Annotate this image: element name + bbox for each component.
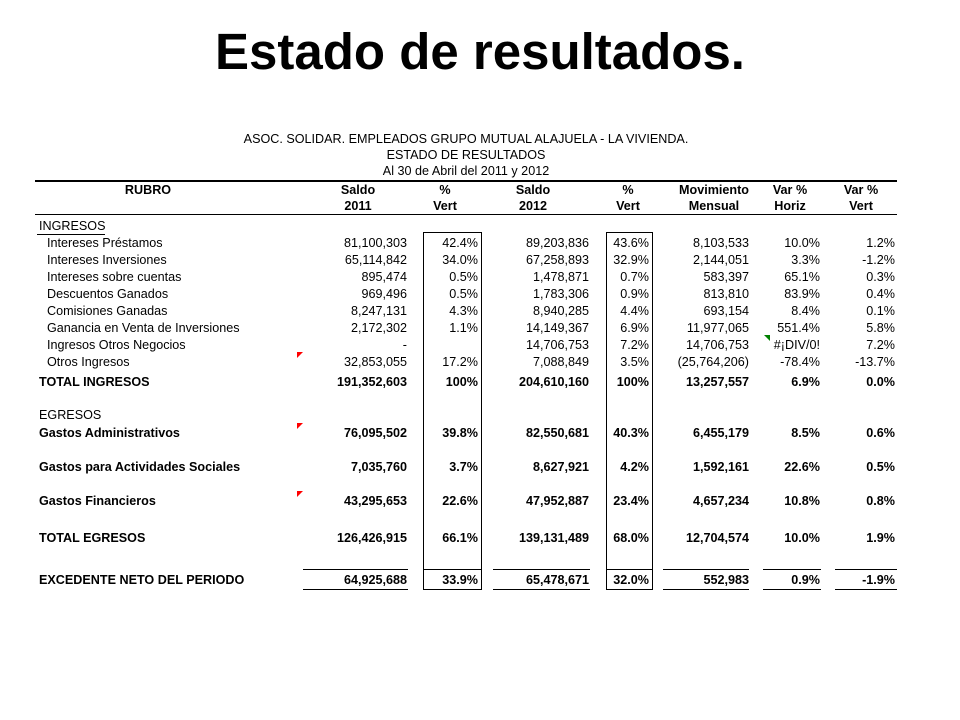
pct2011-col-left: [423, 390, 424, 590]
total-rule-top-0: [303, 569, 408, 570]
row-7-value-3: 7.2%: [620, 338, 649, 352]
row-4-value-5: 83.9%: [784, 287, 820, 301]
column-header-4-line2: Vert: [616, 199, 640, 213]
row-1-value-4: 8,103,533: [692, 236, 749, 250]
row-12-value-0: 7,035,760: [350, 460, 407, 474]
row-8-value-3: 3.5%: [620, 355, 649, 369]
column-header-3-line1: Saldo: [515, 183, 551, 197]
row-3-value-1: 0.5%: [449, 270, 478, 284]
pct2012-box-left: [606, 232, 607, 390]
column-header-1-line2: 2011: [344, 199, 372, 213]
total-rule-bottom-0: [303, 589, 408, 590]
row-4-value-3: 0.9%: [620, 287, 649, 301]
row-12-value-1: 3.7%: [449, 460, 478, 474]
row-9-value-0: 191,352,603: [336, 375, 407, 389]
row-11-value-1: 39.8%: [442, 426, 478, 440]
row-5-value-1: 4.3%: [449, 304, 478, 318]
row-11-value-6: 0.6%: [866, 426, 895, 440]
total-rule-bottom-1: [423, 589, 481, 590]
comment-indicator-icon: [297, 491, 303, 497]
row-label: EGRESOS: [39, 408, 102, 422]
ingresos-underline: [37, 234, 105, 235]
row-9-value-4: 13,257,557: [685, 375, 749, 389]
pct2012-box-top: [606, 232, 652, 233]
row-label: Gastos Financieros: [39, 494, 156, 508]
row-5-value-4: 693,154: [703, 304, 749, 318]
row-8-value-0: 32,853,055: [343, 355, 407, 369]
row-label: EXCEDENTE NETO DEL PERIODO: [39, 573, 245, 587]
row-11-value-2: 82,550,681: [525, 426, 589, 440]
row-label: Gastos Administrativos: [39, 426, 180, 440]
row-1-value-5: 10.0%: [784, 236, 820, 250]
row-4-value-0: 969,496: [361, 287, 407, 301]
column-header-1-line1: Saldo: [340, 183, 376, 197]
row-14-value-4: 12,704,574: [685, 531, 749, 545]
pct2011-box-left: [423, 232, 424, 390]
row-11-value-4: 6,455,179: [692, 426, 749, 440]
row-3-value-3: 0.7%: [620, 270, 649, 284]
column-header-7-line1: Var %: [843, 183, 879, 197]
row-3-value-0: 895,474: [361, 270, 407, 284]
row-13-value-0: 43,295,653: [343, 494, 407, 508]
row-label: TOTAL INGRESOS: [39, 375, 150, 389]
row-15-value-3: 32.0%: [613, 573, 649, 587]
row-label: Intereses Inversiones: [47, 253, 167, 267]
income-statement-sheet: [35, 132, 897, 602]
column-header-7-line2: Vert: [849, 199, 873, 213]
total-rule-top-4: [663, 569, 749, 570]
pct2011-box-right: [481, 232, 482, 390]
row-1-value-2: 89,203,836: [525, 236, 589, 250]
row-label: INGRESOS: [39, 219, 106, 233]
pct2012-col-left: [606, 390, 607, 590]
row-5-value-3: 4.4%: [620, 304, 649, 318]
pct2012-box-right: [652, 232, 653, 390]
report-heading-company: ASOC. SOLIDAR. EMPLEADOS GRUPO MUTUAL ALAJUELA - LA VIVIENDA.: [243, 132, 689, 146]
column-header-0-line1: RUBRO: [124, 183, 172, 197]
slide-title: Estado de resultados.: [215, 23, 745, 80]
row-2-value-3: 32.9%: [613, 253, 649, 267]
total-rule-top-3: [606, 569, 652, 570]
row-14-value-6: 1.9%: [866, 531, 895, 545]
column-header-2-line1: %: [439, 183, 451, 197]
row-9-value-1: 100%: [445, 375, 478, 389]
row-label: Intereses Préstamos: [47, 236, 163, 250]
row-2-value-5: 3.3%: [791, 253, 820, 267]
row-6-value-3: 6.9%: [620, 321, 649, 335]
report-heading-date: Al 30 de Abril del 2011 y 2012: [382, 164, 550, 178]
row-11-value-5: 8.5%: [791, 426, 820, 440]
row-9-value-3: 100%: [616, 375, 649, 389]
row-6-value-4: 11,977,065: [686, 321, 749, 335]
row-5-value-0: 8,247,131: [350, 304, 407, 318]
row-9-value-2: 204,610,160: [518, 375, 589, 389]
row-3-value-5: 65.1%: [784, 270, 820, 284]
row-13-value-5: 10.8%: [784, 494, 820, 508]
total-rule-bottom-4: [663, 589, 749, 590]
row-6-value-1: 1.1%: [449, 321, 478, 335]
row-13-value-3: 23.4%: [613, 494, 649, 508]
row-3-value-2: 1,478,871: [532, 270, 589, 284]
row-12-value-4: 1,592,161: [692, 460, 749, 474]
row-1-value-3: 43.6%: [613, 236, 649, 250]
row-14-value-2: 139,131,489: [518, 531, 589, 545]
row-7-value-0: -: [402, 338, 407, 352]
header-bottom-rule: [35, 214, 897, 215]
row-15-value-4: 552,983: [703, 573, 749, 587]
row-14-value-3: 68.0%: [613, 531, 649, 545]
row-15-value-6: -1.9%: [862, 573, 895, 587]
row-8-value-4: (25,764,206): [677, 355, 749, 369]
row-13-value-4: 4,657,234: [692, 494, 749, 508]
row-15-value-1: 33.9%: [442, 573, 478, 587]
row-label: TOTAL EGRESOS: [39, 531, 146, 545]
row-2-value-2: 67,258,893: [525, 253, 589, 267]
total-rule-bottom-3: [606, 589, 652, 590]
row-9-value-5: 6.9%: [791, 375, 820, 389]
total-rule-top-6: [835, 569, 897, 570]
row-1-value-1: 42.4%: [442, 236, 478, 250]
total-rule-top-5: [763, 569, 821, 570]
row-3-value-6: 0.3%: [866, 270, 895, 284]
row-8-value-6: -13.7%: [855, 355, 895, 369]
row-4-value-1: 0.5%: [449, 287, 478, 301]
row-1-value-0: 81,100,303: [343, 236, 407, 250]
comment-indicator-icon: [297, 352, 303, 358]
column-header-4-line1: %: [622, 183, 634, 197]
row-label: Ganancia en Venta de Inversiones: [47, 321, 240, 335]
row-label: Ingresos Otros Negocios: [47, 338, 186, 352]
row-15-value-0: 64,925,688: [343, 573, 407, 587]
row-7-value-5: #¡DIV/0!: [773, 338, 820, 352]
row-14-value-0: 126,426,915: [336, 531, 407, 545]
row-15-value-2: 65,478,671: [525, 573, 589, 587]
row-4-value-2: 1,783,306: [532, 287, 589, 301]
row-6-value-2: 14,149,367: [525, 321, 589, 335]
comment-indicator-icon: [297, 423, 303, 429]
total-rule-bottom-2: [493, 589, 590, 590]
row-6-value-5: 551.4%: [777, 321, 820, 335]
row-3-value-4: 583,397: [703, 270, 749, 284]
row-label: Otros Ingresos: [47, 355, 130, 369]
row-7-value-4: 14,706,753: [685, 338, 749, 352]
row-11-value-3: 40.3%: [613, 426, 649, 440]
report-heading-title: ESTADO DE RESULTADOS: [386, 148, 546, 162]
row-label: Gastos para Actividades Sociales: [39, 460, 241, 474]
row-4-value-4: 813,810: [703, 287, 749, 301]
row-14-value-5: 10.0%: [784, 531, 820, 545]
row-12-value-6: 0.5%: [866, 460, 895, 474]
row-9-value-6: 0.0%: [866, 375, 895, 389]
column-header-2-line2: Vert: [433, 199, 457, 213]
row-2-value-6: -1.2%: [862, 253, 895, 267]
pct2011-box-top: [423, 232, 481, 233]
row-5-value-6: 0.1%: [866, 304, 895, 318]
row-6-value-6: 5.8%: [866, 321, 895, 335]
row-8-value-1: 17.2%: [442, 355, 478, 369]
total-rule-bottom-6: [835, 589, 897, 590]
column-header-5-line2: Mensual: [688, 199, 740, 213]
row-13-value-1: 22.6%: [442, 494, 478, 508]
row-1-value-6: 1.2%: [866, 236, 895, 250]
row-2-value-1: 34.0%: [442, 253, 478, 267]
row-6-value-0: 2,172,302: [350, 321, 407, 335]
column-header-6-line2: Horiz: [774, 199, 806, 213]
column-header-3-line2: 2012: [518, 199, 548, 213]
row-12-value-5: 22.6%: [784, 460, 820, 474]
row-12-value-2: 8,627,921: [532, 460, 589, 474]
row-12-value-3: 4.2%: [620, 460, 649, 474]
row-label: Comisiones Ganadas: [47, 304, 168, 318]
column-header-0-line2: [93, 198, 203, 214]
row-8-value-5: -78.4%: [780, 355, 820, 369]
row-7-value-2: 14,706,753: [525, 338, 589, 352]
pct2012-col-right: [652, 390, 653, 590]
row-2-value-0: 65,114,842: [344, 253, 407, 267]
column-header-6-line1: Var %: [772, 183, 808, 197]
column-header-5-line1: Movimiento: [679, 183, 749, 197]
row-label: Descuentos Ganados: [47, 287, 169, 301]
row-5-value-2: 8,940,285: [532, 304, 589, 318]
total-rule-top-2: [493, 569, 590, 570]
row-2-value-4: 2,144,051: [692, 253, 749, 267]
error-indicator-icon: [764, 335, 770, 341]
total-rule-bottom-5: [763, 589, 821, 590]
pct2011-col-right: [481, 390, 482, 590]
row-13-value-2: 47,952,887: [525, 494, 589, 508]
row-5-value-5: 8.4%: [791, 304, 820, 318]
row-label: Intereses sobre cuentas: [47, 270, 182, 284]
row-7-value-6: 7.2%: [866, 338, 895, 352]
row-15-value-5: 0.9%: [791, 573, 820, 587]
row-13-value-6: 0.8%: [866, 494, 895, 508]
total-rule-top-1: [423, 569, 481, 570]
row-4-value-6: 0.4%: [866, 287, 895, 301]
row-14-value-1: 66.1%: [442, 531, 478, 545]
row-8-value-2: 7,088,849: [532, 355, 589, 369]
row-11-value-0: 76,095,502: [343, 426, 407, 440]
